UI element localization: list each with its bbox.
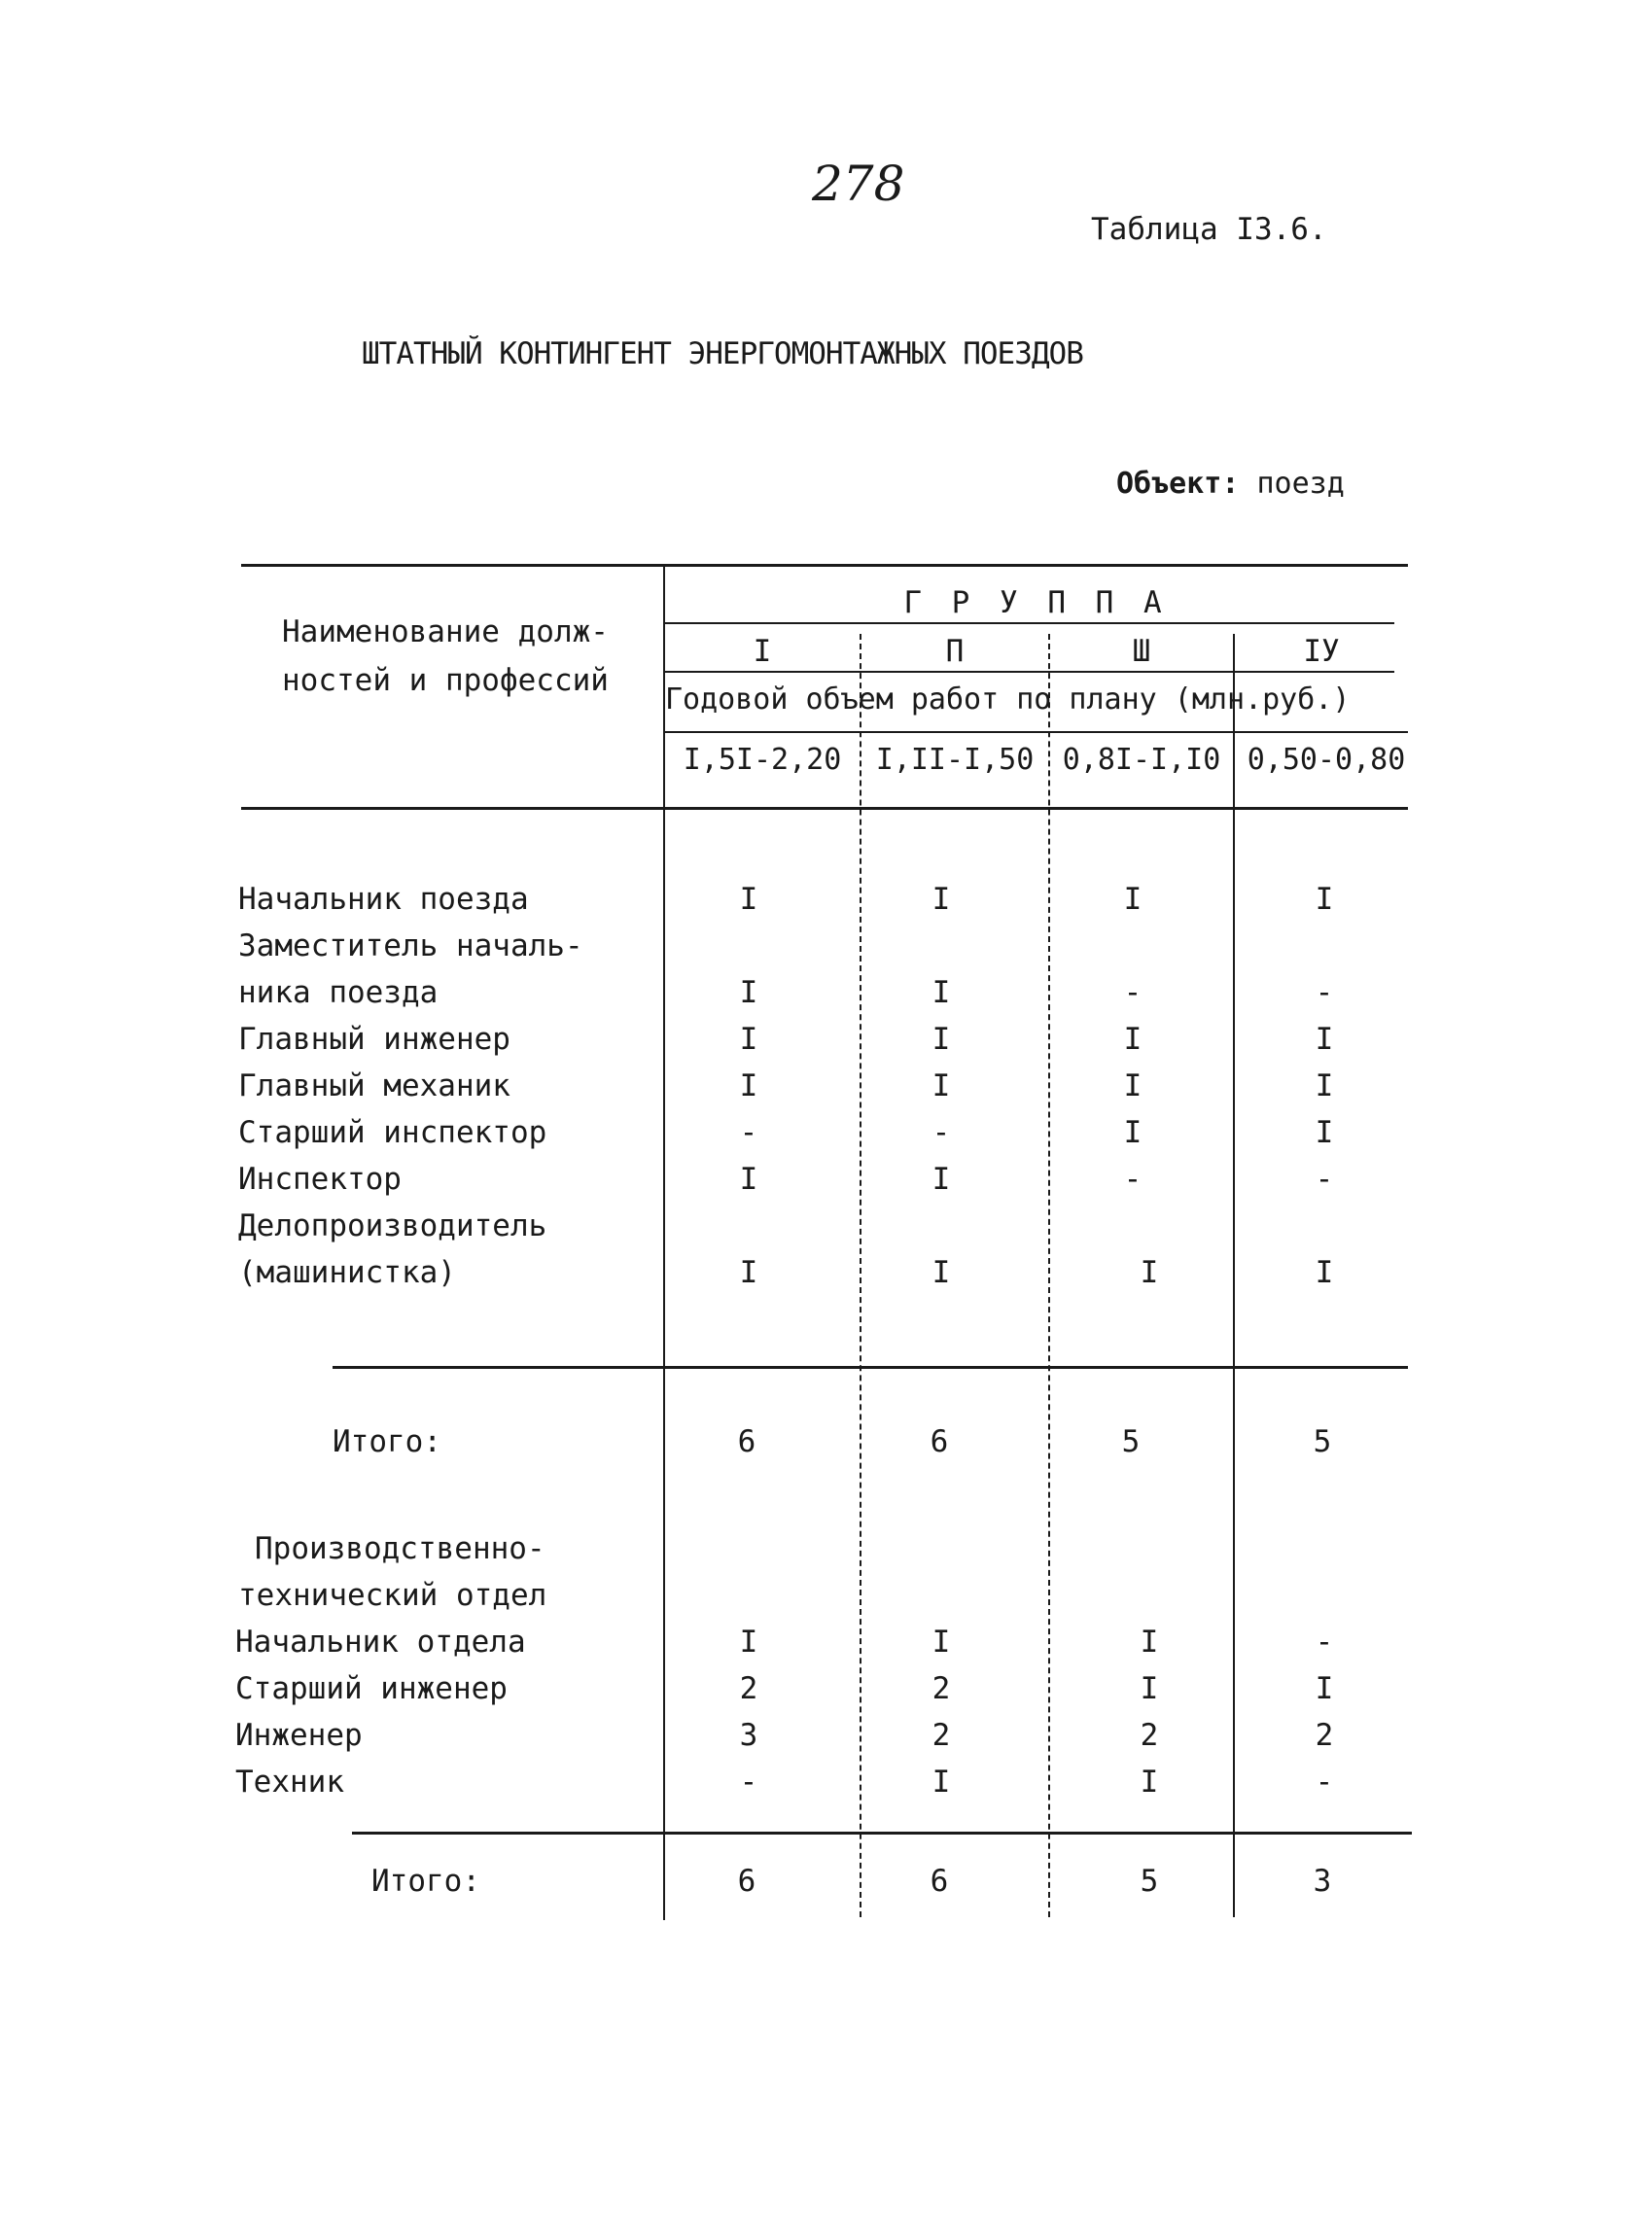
row-name: Старший инспектор [238, 1115, 547, 1150]
value-cell: - [1123, 975, 1142, 1010]
value-cell: I [931, 1255, 951, 1290]
row-name: Старший инженер [235, 1671, 508, 1706]
total-cell: 3 [1313, 1864, 1332, 1899]
value-cell: I [739, 1162, 758, 1197]
value-cell: - [931, 1115, 951, 1150]
value-cell: I [1140, 1765, 1159, 1800]
value-cell: I [931, 882, 951, 917]
volume-rule [663, 731, 1408, 733]
value-cell: I [1140, 1625, 1159, 1660]
total-cell: 6 [737, 1864, 756, 1899]
value-cell: - [1315, 1765, 1334, 1800]
object-label: Объект: [1116, 467, 1240, 501]
table-label: Таблица I3.6. [1091, 212, 1327, 247]
range-2: I,II-I,50 [875, 743, 1035, 777]
value-cell: I [739, 1255, 758, 1290]
value-cell: I [931, 1162, 951, 1197]
total-label: Итого: [371, 1864, 480, 1899]
value-cell: I [931, 1068, 951, 1103]
value-cell: I [1123, 1115, 1142, 1150]
group-number-1: I [753, 634, 772, 669]
table-top-rule [241, 564, 1408, 567]
row-name: (машинистка) [238, 1255, 456, 1290]
total-cell: 5 [1121, 1424, 1141, 1459]
group3-divider [1233, 634, 1235, 1917]
value-cell: I [931, 975, 951, 1010]
value-cell: I [1315, 1255, 1334, 1290]
total-cell: 5 [1140, 1864, 1159, 1899]
value-cell: I [1315, 882, 1334, 917]
row-name: Инспектор [238, 1162, 402, 1197]
value-cell: I [1123, 1068, 1142, 1103]
volume-label: Годовой объем работ по плану (млн.руб.) [665, 682, 1351, 717]
value-cell: I [931, 1022, 951, 1057]
row-name: Главный инженер [238, 1022, 510, 1057]
value-cell: I [931, 1625, 951, 1660]
group-label: Г Р У П П А [903, 585, 1168, 620]
value-cell: I [1315, 1022, 1334, 1057]
value-cell: I [1140, 1255, 1159, 1290]
row-name: Техник [235, 1765, 344, 1800]
range-1: I,5I-2,20 [683, 743, 842, 777]
row-name: Делопроизводитель [238, 1208, 547, 1243]
row-name: Заместитель началь- [238, 928, 583, 963]
value-cell: 2 [1140, 1718, 1159, 1753]
value-cell: I [1315, 1671, 1334, 1706]
value-cell: I [739, 882, 758, 917]
value-cell: I [739, 1625, 758, 1660]
row-name: ника поезда [238, 975, 439, 1010]
value-cell: - [739, 1765, 758, 1800]
value-cell: - [1315, 1625, 1334, 1660]
group-number-2: П [945, 634, 965, 669]
value-cell: 2 [739, 1671, 758, 1706]
total-cell: 6 [737, 1424, 756, 1459]
range-4: 0,50-0,80 [1247, 743, 1406, 777]
row-name: Инженер [235, 1718, 363, 1753]
value-cell: 3 [739, 1718, 758, 1753]
section1-total-rule [333, 1366, 1408, 1369]
value-cell: I [1140, 1671, 1159, 1706]
group-number-4: IУ [1303, 634, 1340, 669]
section2-total-rule [352, 1832, 1412, 1835]
row-name: Начальник поезда [238, 882, 529, 917]
group-number-3: Ш [1132, 634, 1151, 669]
value-cell: I [739, 1068, 758, 1103]
total-cell: 6 [930, 1424, 949, 1459]
value-cell: I [1315, 1068, 1334, 1103]
value-cell: 2 [931, 1671, 951, 1706]
header-name-line1: Наименование долж- [282, 614, 609, 649]
section2-heading: Производственно- [255, 1531, 545, 1566]
value-cell: - [1315, 975, 1334, 1010]
object-value: поезд [1256, 467, 1345, 501]
total-cell: 6 [930, 1864, 949, 1899]
group-rule [663, 622, 1394, 624]
value-cell: 2 [931, 1718, 951, 1753]
value-cell: I [739, 1022, 758, 1057]
page-number: 278 [812, 156, 905, 212]
range-3: 0,8I-I,I0 [1062, 743, 1221, 777]
value-cell: 2 [1315, 1718, 1334, 1753]
value-cell: I [1315, 1115, 1334, 1150]
object-line [1116, 467, 1345, 501]
section2-heading: технический отдел [238, 1578, 547, 1613]
document-title: ШТАТНЫЙ КОНТИНГЕНТ ЭНЕРГОМОНТАЖНЫХ ПОЕЗДОВ [362, 336, 1083, 371]
value-cell: I [739, 975, 758, 1010]
value-cell: I [931, 1765, 951, 1800]
row-name: Главный механик [238, 1068, 510, 1103]
value-cell: - [1315, 1162, 1334, 1197]
value-cell: I [1123, 1022, 1142, 1057]
value-cell: - [739, 1115, 758, 1150]
row-name: Начальник отдела [235, 1625, 526, 1660]
total-cell: 5 [1313, 1424, 1332, 1459]
group-numbers-rule [663, 671, 1394, 673]
header-name-line2: ностей и профессий [282, 663, 609, 698]
value-cell: - [1123, 1162, 1142, 1197]
group1-divider [860, 634, 861, 1917]
group2-divider [1048, 634, 1050, 1917]
total-label: Итого: [333, 1424, 441, 1459]
value-cell: I [1123, 882, 1142, 917]
